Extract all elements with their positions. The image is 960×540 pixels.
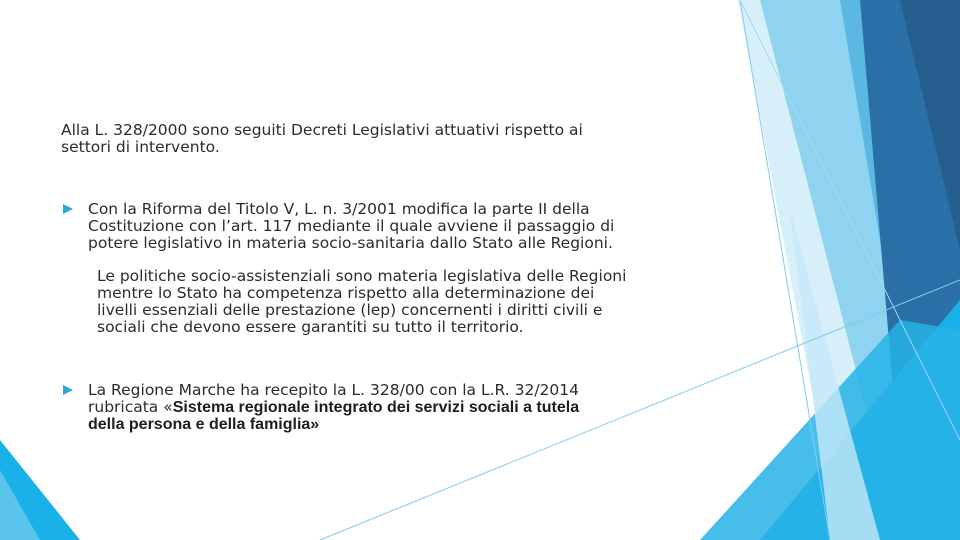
law-title-bold: Sistema regionale integrato dei servizi sociali a tutela [172,399,580,416]
intro-line: Alla L. 328/2000 sono seguiti Decreti Legislativi attuativi rispetto ai [61,121,583,139]
continuation-line: sociali che devono essere garantiti su tutto il territorio. [97,318,524,336]
bullet-paragraph-2 [88,382,728,433]
triangle-bullet-icon [62,203,74,215]
bullet-text-prefix: rubricata « [88,398,173,416]
continuation-line: mentre lo Stato ha competenza rispetto alla determinazione dei [97,284,595,302]
continuation-paragraph [97,268,737,336]
continuation-line: Le politiche socio-assistenziali sono materia legislativa delle Regioni [97,267,627,285]
bullet-line: La Regione Marche ha recepito la L. 328/00 con la L.R. 32/2014 [88,381,579,399]
bullet-line: Costituzione con l’art. 117 mediante il quale avviene il passaggio di [88,217,615,235]
triangle-bullet-icon [62,384,74,396]
law-title-bold: della persona e della famiglia» [88,416,320,433]
bullet-paragraph-1 [88,201,728,252]
bullet-line-mixed [88,399,728,416]
intro-paragraph [61,122,701,156]
continuation-line: livelli essenziali delle prestazione (lep) concernenti i diritti civili e [97,301,603,319]
bullet-line: potere legislativo in materia socio-sanitaria dallo Stato alle Regioni. [88,234,613,252]
intro-line: settori di intervento. [61,138,220,156]
bullet-line: Con la Riforma del Titolo V, L. n. 3/2001 modifica la parte II della [88,200,590,218]
